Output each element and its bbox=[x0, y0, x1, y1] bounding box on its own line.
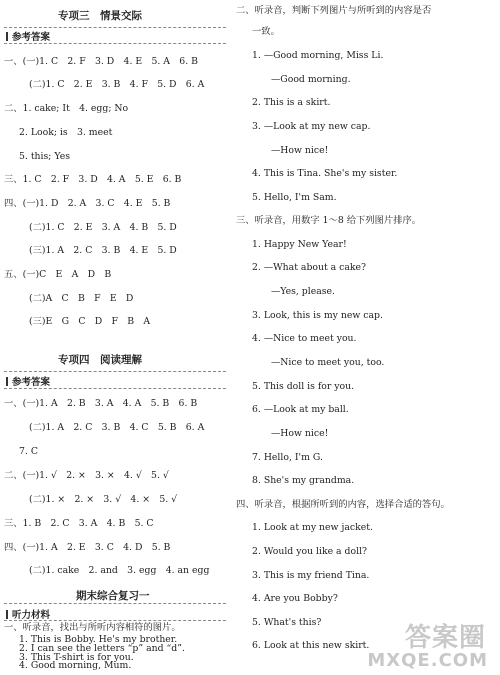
script-line: —How nice! bbox=[271, 145, 329, 156]
script-line: 2. Would you like a doll? bbox=[252, 546, 368, 557]
answer-line: (三)1. A 2. C 3. B 4. E 5. D bbox=[29, 245, 177, 256]
script-line: 2. —What about a cake? bbox=[252, 262, 367, 273]
script-line: 5. This doll is for you. bbox=[252, 381, 355, 392]
script-line: 6. —Look at my ball. bbox=[252, 404, 349, 415]
script-line: 4. Good morning, Mum. bbox=[19, 660, 132, 671]
answer-line: 5. this; Yes bbox=[19, 151, 70, 162]
script-line: 3. —Look at my new cap. bbox=[252, 121, 371, 132]
divider bbox=[4, 388, 226, 389]
script-line: 1. Happy New Year! bbox=[252, 239, 347, 250]
script-line: 三、听录音，用数字 1～8 给下列图片排序。 bbox=[236, 215, 422, 226]
topic4-title: 专项四 阅读理解 bbox=[58, 354, 142, 366]
script-line: 4. Are you Bobby? bbox=[252, 593, 338, 604]
topic3-answer-label: 参考答案 bbox=[6, 29, 50, 43]
answer-line: 二、1. cake; It 4. egg; No bbox=[4, 103, 129, 114]
script-line: —Yes, please. bbox=[271, 286, 336, 297]
divider bbox=[4, 620, 226, 621]
divider bbox=[4, 371, 226, 372]
divider bbox=[4, 603, 226, 604]
watermark-text: 答案圈 bbox=[404, 623, 486, 653]
answer-line: 五、(一)C E A D B bbox=[4, 269, 112, 280]
answer-line: 三、1. B 2. C 3. A 4. B 5. C bbox=[4, 518, 154, 529]
review-material-label: 听力材料 bbox=[6, 607, 50, 621]
answer-line: 二、(一)1. √ 2. × 3. × 4. √ 5. √ bbox=[4, 470, 169, 481]
topic4-answer-label: 参考答案 bbox=[6, 374, 50, 388]
script-line: 1. This is Bobby. He's my brother. bbox=[19, 634, 178, 645]
script-line: 5. Hello, I'm Sam. bbox=[252, 192, 337, 203]
answer-line: 2. Look; is 3. meet bbox=[19, 127, 113, 138]
answer-line: 7. C bbox=[19, 446, 38, 457]
script-line: 二、听录音，判断下列图片与所听到的内容是否 bbox=[236, 5, 432, 16]
answer-line: 四、(一)1. A 2. E 3. C 4. D 5. B bbox=[4, 542, 171, 553]
script-line: 2. I can see the letters “p” and “d”. bbox=[19, 643, 185, 654]
script-line: 7. Hello, I'm G. bbox=[252, 452, 323, 463]
answer-line: (二)A C B F E D bbox=[29, 293, 134, 304]
script-line: 一、听录音，找出与所听内容相符的图片。 bbox=[4, 622, 181, 633]
script-line: 4. —Nice to meet you. bbox=[252, 333, 357, 344]
script-line: 3. This T-shirt is for you. bbox=[19, 652, 134, 663]
answer-line: (二)1. A 2. C 3. B 4. C 5. B 6. A bbox=[29, 422, 205, 433]
script-line: 1. —Good morning, Miss Li. bbox=[252, 50, 384, 61]
script-line: —How nice! bbox=[271, 428, 329, 439]
script-line: —Nice to meet you, too. bbox=[271, 357, 385, 368]
answer-line: 一、(一)1. A 2. B 3. A 4. A 5. B 6. B bbox=[4, 398, 198, 409]
script-line: 2. This is a skirt. bbox=[252, 97, 331, 108]
answer-line: (二)1. C 2. E 3. B 4. F 5. D 6. A bbox=[29, 79, 205, 90]
script-line: 一致。 bbox=[252, 26, 280, 37]
answer-line: 三、1. C 2. F 3. D 4. A 5. E 6. B bbox=[4, 174, 182, 185]
script-line: 5. What's this? bbox=[252, 617, 322, 628]
script-line: 1. Look at my new jacket. bbox=[252, 522, 373, 533]
answer-line: 一、(一)1. C 2. F 3. D 4. E 5. A 6. B bbox=[4, 56, 198, 67]
answer-line: (三)E G C D F B A bbox=[29, 316, 151, 327]
answer-line: (二)1. × 2. × 3. √ 4. × 5. √ bbox=[29, 494, 178, 505]
watermark-logo bbox=[367, 617, 494, 671]
review-title: 期末综合复习一 bbox=[76, 590, 150, 602]
divider bbox=[4, 27, 226, 28]
script-line: 3. This is my friend Tina. bbox=[252, 570, 370, 581]
script-line: 3. Look, this is my new cap. bbox=[252, 310, 383, 321]
script-line: 6. Look at this new skirt. bbox=[252, 640, 370, 651]
script-line: 8. She's my grandma. bbox=[252, 475, 355, 486]
answer-line: 四、(一)1. D 2. A 3. C 4. E 5. B bbox=[4, 198, 171, 209]
topic3-title: 专项三 情景交际 bbox=[58, 10, 142, 22]
divider bbox=[4, 43, 226, 44]
answer-line: (二)1. C 2. E 3. A 4. B 5. D bbox=[29, 222, 177, 233]
answer-line: (二)1. cake 2. and 3. egg 4. an egg bbox=[29, 565, 210, 576]
script-line: 4. This is Tina. She's my sister. bbox=[252, 168, 398, 179]
watermark-url: MXQE.COM bbox=[367, 650, 488, 671]
script-line: —Good morning. bbox=[271, 74, 351, 85]
script-line: 四、听录音，根据所听到的内容，选择合适的答句。 bbox=[236, 499, 450, 510]
